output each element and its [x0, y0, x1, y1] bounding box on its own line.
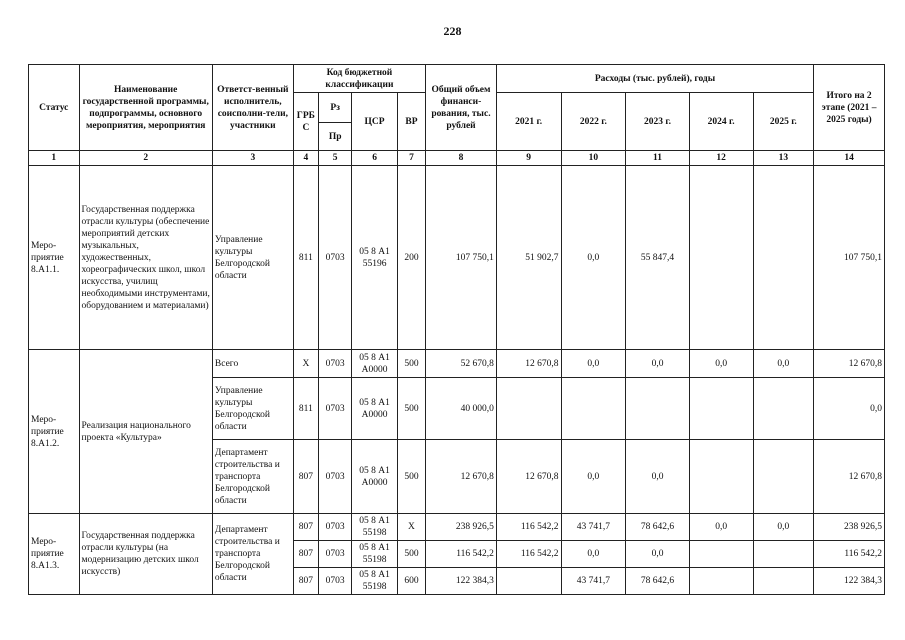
- row-vr: Х: [397, 514, 425, 541]
- row-2021: 12 670,8: [496, 350, 561, 378]
- header-year-2021: 2021 г.: [496, 93, 561, 151]
- row-grbs: 811: [293, 378, 318, 440]
- row-status: Меро-приятие 8.А1.2.: [29, 350, 80, 514]
- header-year-2022: 2022 г.: [561, 93, 626, 151]
- row-2022: 0,0: [561, 166, 626, 350]
- column-number: 8: [426, 151, 497, 166]
- row-grbs: 807: [293, 568, 318, 595]
- row-2025: 0,0: [753, 514, 814, 541]
- header-year-2024: 2024 г.: [689, 93, 753, 151]
- row-2022: 0,0: [561, 350, 626, 378]
- row-2021: [496, 568, 561, 595]
- row-total: 12 670,8: [426, 440, 497, 514]
- column-number: 5: [319, 151, 352, 166]
- row-2023: 0,0: [626, 541, 690, 568]
- column-number: 14: [814, 151, 885, 166]
- row-responsible: Департамент строительства и транспорта Белгородской области: [212, 440, 293, 514]
- row-csr: 05 8 А1 55196: [352, 166, 397, 350]
- header-year-2023: 2023 г.: [626, 93, 690, 151]
- row-2021: 116 542,2: [496, 514, 561, 541]
- row-2024: [689, 166, 753, 350]
- row-2022: 43 741,7: [561, 568, 626, 595]
- page-number: 228: [443, 24, 462, 38]
- row-2023: 0,0: [626, 440, 690, 514]
- row-program-name: Государственная поддержка отрасли культуры (на модернизацию детских школ искусств): [79, 514, 212, 595]
- row-2025: [753, 166, 814, 350]
- row-2025: [753, 440, 814, 514]
- header-responsible: Ответст-венный исполнитель, соисполни-тели, участники: [212, 65, 293, 151]
- header-total-stage2: Итого на 2 этапе (2021 – 2025 годы): [814, 65, 885, 151]
- row-itog: 122 384,3: [814, 568, 885, 595]
- row-total: 116 542,2: [426, 541, 497, 568]
- row-2023: 78 642,6: [626, 568, 690, 595]
- header-vr: ВР: [397, 93, 425, 151]
- row-itog: 12 670,8: [814, 350, 885, 378]
- row-total: 122 384,3: [426, 568, 497, 595]
- header-pr: Пр: [319, 123, 352, 151]
- row-rzpr: 0703: [319, 568, 352, 595]
- row-program-name: Реализация национального проекта «Культура»: [79, 350, 212, 514]
- row-rzpr: 0703: [319, 350, 352, 378]
- row-grbs: 811: [293, 166, 318, 350]
- row-2022: [561, 378, 626, 440]
- row-vr: 500: [397, 378, 425, 440]
- header-row-1: [29, 65, 885, 93]
- row-vr: 200: [397, 166, 425, 350]
- row-csr: 05 8 А1 55198: [352, 568, 397, 595]
- row-grbs: 807: [293, 541, 318, 568]
- row-2022: 43 741,7: [561, 514, 626, 541]
- row-responsible: Управление культуры Белгородской области: [212, 378, 293, 440]
- row-2021: 116 542,2: [496, 541, 561, 568]
- header-budget-code: Код бюджетной классификации: [293, 65, 425, 93]
- row-csr: 05 8 А1 А0000: [352, 378, 397, 440]
- row-itog: 107 750,1: [814, 166, 885, 350]
- row-vr: 500: [397, 350, 425, 378]
- row-2023: 55 847,4: [626, 166, 690, 350]
- row-vr: 600: [397, 568, 425, 595]
- column-number: 9: [496, 151, 561, 166]
- row-2024: 0,0: [689, 514, 753, 541]
- row-2023: [626, 378, 690, 440]
- header-year-2025: 2025 г.: [753, 93, 814, 151]
- row-status: Меро-приятие 8.А1.1.: [29, 166, 80, 350]
- table-row: [29, 350, 885, 378]
- row-responsible: Всего: [212, 350, 293, 378]
- row-2024: [689, 440, 753, 514]
- row-program-name: Государственная поддержка отрасли культуры (обеспечение мероприятий детских музыкальных, художественных, хореографических школ, школ искусства, училищ необходимыми инструментами, оборудованием и материалами): [79, 166, 212, 350]
- row-grbs: 807: [293, 440, 318, 514]
- column-number: 2: [79, 151, 212, 166]
- row-vr: 500: [397, 440, 425, 514]
- row-2021: 12 670,8: [496, 440, 561, 514]
- row-total: 107 750,1: [426, 166, 497, 350]
- row-itog: 12 670,8: [814, 440, 885, 514]
- column-number: 3: [212, 151, 293, 166]
- row-2024: [689, 568, 753, 595]
- row-total: 238 926,5: [426, 514, 497, 541]
- row-responsible: Департамент строительства и транспорта Белгородской области: [212, 514, 293, 595]
- row-responsible: Управление культуры Белгородской области: [212, 166, 293, 350]
- row-2022: 0,0: [561, 541, 626, 568]
- budget-table: [28, 64, 885, 595]
- row-grbs: 807: [293, 514, 318, 541]
- row-csr: 05 8 А1 А0000: [352, 440, 397, 514]
- row-2021: [496, 378, 561, 440]
- row-2024: 0,0: [689, 350, 753, 378]
- row-2022: 0,0: [561, 440, 626, 514]
- row-rzpr: 0703: [319, 440, 352, 514]
- header-program-name: Наименование государственной программы, подпрограммы, основного мероприятия, мероприятия: [79, 65, 212, 151]
- row-csr: 05 8 А1 55198: [352, 514, 397, 541]
- header-rz: Рз: [319, 93, 352, 123]
- row-2024: [689, 378, 753, 440]
- header-grbs: ГРБ С: [293, 93, 318, 151]
- row-total: 40 000,0: [426, 378, 497, 440]
- row-vr: 500: [397, 541, 425, 568]
- row-2023: 78 642,6: [626, 514, 690, 541]
- row-rzpr: 0703: [319, 541, 352, 568]
- column-number: 6: [352, 151, 397, 166]
- column-number-row: [29, 151, 885, 166]
- header-total-volume: Общий объем финанси-рования, тыс. рублей: [426, 65, 497, 151]
- row-csr: 05 8 А1 А0000: [352, 350, 397, 378]
- column-number: 10: [561, 151, 626, 166]
- row-rzpr: 0703: [319, 378, 352, 440]
- row-2021: 51 902,7: [496, 166, 561, 350]
- row-status: Меро-приятие 8.А1.3.: [29, 514, 80, 595]
- column-number: 13: [753, 151, 814, 166]
- table-row: [29, 514, 885, 541]
- row-2025: 0,0: [753, 350, 814, 378]
- header-expenses: Расходы (тыс. рублей), годы: [496, 65, 813, 93]
- row-2025: [753, 378, 814, 440]
- row-csr: 05 8 А1 55198: [352, 541, 397, 568]
- row-2023: 0,0: [626, 350, 690, 378]
- column-number: 12: [689, 151, 753, 166]
- row-2025: [753, 568, 814, 595]
- row-2025: [753, 541, 814, 568]
- row-grbs: Х: [293, 350, 318, 378]
- row-rzpr: 0703: [319, 514, 352, 541]
- column-number: 11: [626, 151, 690, 166]
- row-rzpr: 0703: [319, 166, 352, 350]
- row-total: 52 670,8: [426, 350, 497, 378]
- row-itog: 238 926,5: [814, 514, 885, 541]
- table-row: [29, 166, 885, 350]
- column-number: 7: [397, 151, 425, 166]
- row-itog: 0,0: [814, 378, 885, 440]
- row-itog: 116 542,2: [814, 541, 885, 568]
- row-2024: [689, 541, 753, 568]
- header-status: Статус: [29, 65, 80, 151]
- column-number: 4: [293, 151, 318, 166]
- column-number: 1: [29, 151, 80, 166]
- header-csr: ЦСР: [352, 93, 397, 151]
